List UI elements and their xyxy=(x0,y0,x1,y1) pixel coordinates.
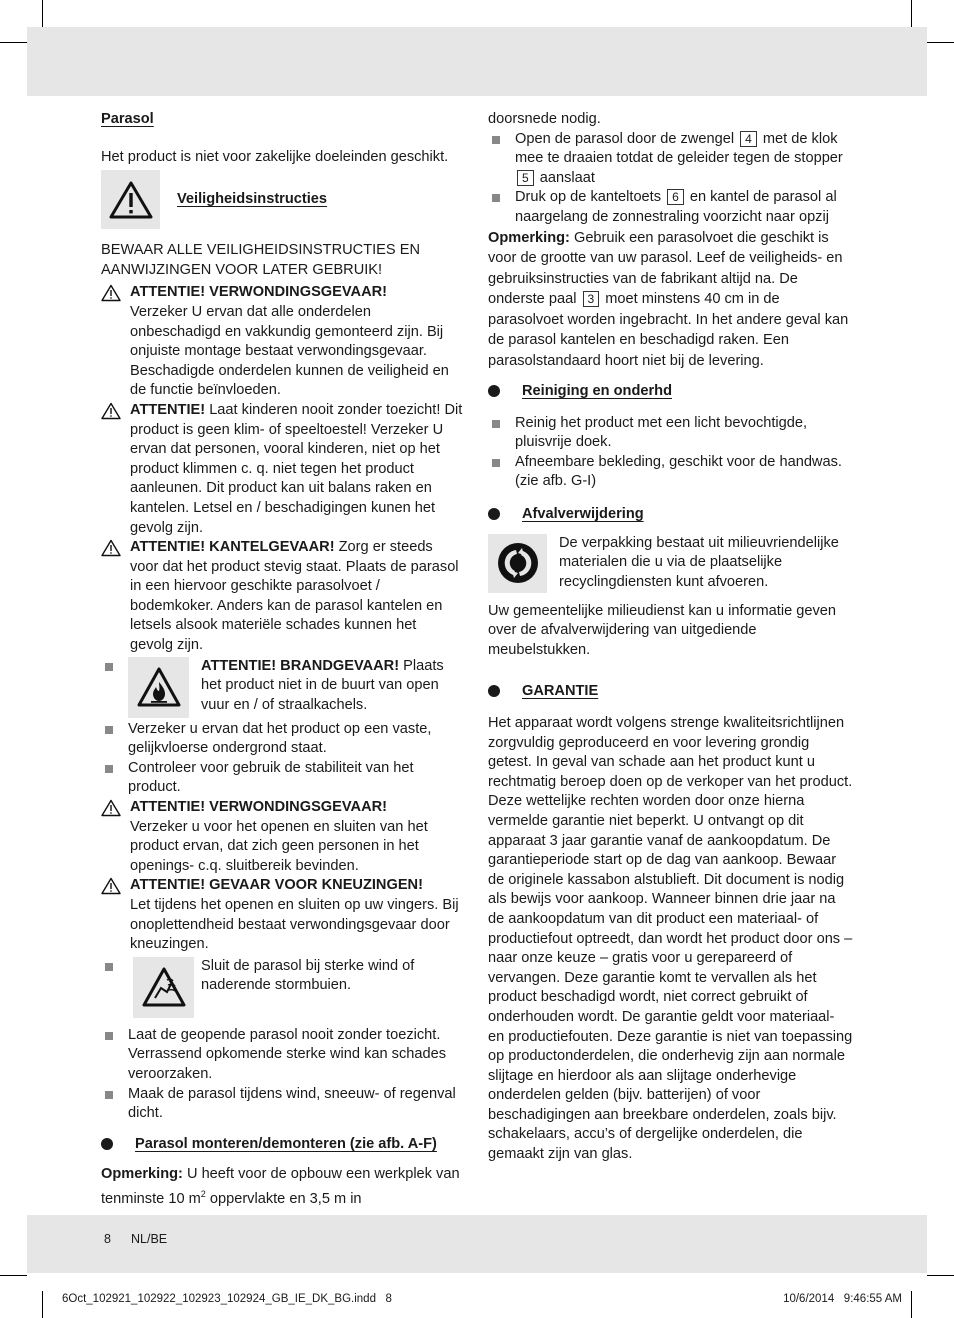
fire-warning xyxy=(101,657,463,720)
warning-head: ATTENTIE! BRANDGEVAAR! xyxy=(201,657,400,674)
warning-head: ATTENTIE! GEVAAR VOOR KNEUZINGEN! xyxy=(130,877,423,894)
list-item: Controleer voor gebruik de stabiliteit van het product. xyxy=(101,759,463,798)
section-warranty xyxy=(488,682,853,702)
keep-notice: BEWAAR ALLE VEILIGHEIDSINSTRUCTIES EN AANWIJZINGEN VOOR LATER GEBRUIK! xyxy=(101,242,420,278)
part-number: 3 xyxy=(583,291,600,307)
section-title-safety: Veiligheidsinstructies xyxy=(177,190,328,207)
bullet-dot-icon xyxy=(488,385,500,397)
section-title-warranty: GARANTIE xyxy=(522,683,599,700)
warning-text: Zorg er steeds voor dat het product stevig staat. Plaats de parasol in een hiervoor geschikte parasolvoet / bodemkoker. Anders kan de parasol kantelen en letsels alsook materiële schades kunnen het gevolg zijn. xyxy=(130,539,459,654)
warranty-text: Het apparaat wordt volgens strenge kwaliteitsrichtlijnen zorgvuldig geproduceerd en voor levering grondig getest. In geval van schade aan het product kunt u rechtmatig beroep doen op de verkoper van het product. Deze wettelijke rechten worden door onze hierna vermelde garantie niet beperkt. U ontvangt op dit apparaat 3 jaar garantie vanaf de aankoopdatum. De garantieperiode start op de dag van aankoop. Bewaar de originele kassabon alstublieft. Dit document is nodig als bewijs voor aankoop. Wanneer binnen drie jaar na de aankoopdatum van dit product een materiaal- of productiefout optreedt, dan wordt het product door ons – naar onze keuze – gratis voor u gerepareerd of vervangen. Deze garantie komt te vervallen als het product beschadigd wordt, niet correct gebruikt of onderhouden wordt. De garantie geldt voor materiaal- en productiefouten. Deze garantie is niet van toepassing op productonderdelen, die onderhevig zijn aan normale slijtage en hierdoor als aan slijtage onderhevige onderdelen gelden (bijv. batterijen) of voor beschadigingen aan breekbare onderdelen, zoals bijv. schakelaars, accu’s of dergelijke onderdelen, die gemaakt zijn van glas. xyxy=(488,715,853,1163)
warning-head: ATTENTIE! VERWONDINGSGEVAAR! xyxy=(130,284,388,301)
warning-head: ATTENTIE! xyxy=(130,401,206,418)
section-title-waste: Afvalverwijdering xyxy=(522,506,644,523)
warning-triangle-icon xyxy=(101,539,121,557)
list-item: Laat de geopende parasol nooit zonder toezicht. Verrassend opkomende sterke wind kan schades veroorzaken. xyxy=(101,1026,463,1085)
section-title-parasol: Parasol xyxy=(101,111,154,127)
wind-warning xyxy=(101,957,463,1023)
warning-tipping xyxy=(101,538,463,656)
warning-text: Verzeker U ervan dat alle onderdelen onbeschadigd en vakkundig gemonteerd zijn. Bij onjuiste montage bestaat verwondingsgevaar. Beschadigde onderdelen kunnen de veiligheid en de functie beïnvloeden. xyxy=(130,303,449,399)
section-waste xyxy=(488,505,853,525)
file-slug: 6Oct_102921_102922_102923_102924_GB_IE_DK_BG.indd 8 xyxy=(62,1293,392,1305)
warning-triangle-icon xyxy=(101,877,121,895)
warning-triangle-icon xyxy=(101,402,121,420)
continued-text: doorsnede nodig. xyxy=(488,111,601,127)
warning-head: ATTENTIE! VERWONDINGSGEVAAR! xyxy=(130,799,388,816)
page-number: 8 xyxy=(104,1232,111,1246)
language-code: NL/BE xyxy=(131,1232,168,1246)
section-title-mount: Parasol monteren/demonteren (zie afb. A-F) xyxy=(135,1135,437,1152)
warning-children xyxy=(101,401,463,538)
fire-hazard-icon xyxy=(128,657,189,718)
warning-text: Plaats het product niet in de buurt van open vuur en / of straalkachels. xyxy=(201,657,444,713)
warning-injury-1 xyxy=(101,283,463,401)
warning-bruising xyxy=(101,876,463,954)
section-title-cleaning: Reiniging en onderhd xyxy=(522,383,672,400)
bullet-dot-icon xyxy=(101,1138,113,1150)
part-number: 5 xyxy=(517,170,534,186)
intro-text: Het product is niet voor zakelijke doeleinden geschikt. xyxy=(101,148,449,165)
header-band xyxy=(27,27,927,96)
section-mount xyxy=(101,1135,463,1155)
list-item: Druk op de kanteltoets 6 en kantel de parasol al naargelang de zonnestraling voorzicht naar opzij xyxy=(488,188,853,227)
mount-note: Opmerking: U heeft voor de opbouw een werkplek van tenminste 10 $m^2$ oppervlakte en 3,5 m in xyxy=(101,1166,460,1207)
left-column xyxy=(101,110,463,1209)
warning-text: Let tijdens het openen en sluiten op uw vingers. Bij onoplettendheid bestaat verwondingsgevaar door kneuzingen. xyxy=(130,897,459,953)
right-column xyxy=(488,110,853,1165)
bullet-dot-icon xyxy=(488,685,500,697)
list-item: Open de parasol door de zwengel 4 met de klok mee te draaien totdat de geleider tegen de stopper 5 aanslaat xyxy=(488,130,853,189)
list-item: Maak de parasol tijdens wind, sneeuw- of regenval dicht. xyxy=(101,1085,463,1124)
waste-text: De verpakking bestaat uit milieuvriendelijke materialen die u via de plaatselijke recyclingdiensten kunt afvoeren. xyxy=(559,534,839,590)
wind-hazard-icon xyxy=(133,957,194,1018)
part-number: 6 xyxy=(667,189,684,205)
part-number: 4 xyxy=(740,131,757,147)
list-item: Afneembare bekleding, geschikt voor de handwas. (zie afb. G-I) xyxy=(488,453,853,492)
waste-info: Uw gemeentelijke milieudienst kan u informatie geven over de afvalverwijdering van uitgediende meubelstukken. xyxy=(488,602,836,658)
bullet-marker xyxy=(105,663,113,671)
safety-header xyxy=(101,170,463,229)
warning-triangle-icon xyxy=(101,799,121,817)
list-item: Reinig het product met een licht bevochtigde, pluisvrije doek. xyxy=(488,414,853,453)
warning-text: Verzeker u voor het openen en sluiten van het product ervan, dat zich geen personen in het openings- c.q. sluitbereik bevinden. xyxy=(130,818,428,874)
section-cleaning xyxy=(488,382,853,402)
timestamp: 10/6/2014 9:46:55 AM xyxy=(783,1293,902,1305)
warning-text: Laat kinderen nooit zonder toezicht! Dit product is geen klim- of speeltoestel! Verzeker U ervan dat personen, vooral kinderen, niet op het product klimmen c. q. niet tegen het product aanleunen. Dit product kan uit balans raken en kantelen. Letsel en / beschadigingen kunen het gevolg zijn. xyxy=(130,401,463,536)
green-dot-recycling-icon xyxy=(488,534,547,593)
warning-head: ATTENTIE! KANTELGEVAAR! xyxy=(130,539,335,556)
list-item: Verzeker u ervan dat het product op een vaste, gelijkvloerse ondergrond staat. xyxy=(101,720,463,759)
recycling-block xyxy=(488,534,853,596)
warning-triangle-icon xyxy=(101,170,160,229)
bullet-dot-icon xyxy=(488,508,500,520)
warning-triangle-icon xyxy=(101,284,121,302)
bullet-marker xyxy=(105,963,113,971)
base-note: Opmerking: Gebruik een parasolvoet die geschikt is voor de grootte van uw parasol. Leef de veiligheids- en gebruiksinstructies van de fabrikant altijd na. De onderste paal 3 moet minstens 40 cm in de parasolvoet worden ingebracht. In het andere geval kan de parasol kantelen en beschadigd raken. Een parasolstandaard hoort niet bij de levering. xyxy=(488,229,849,369)
warning-text: Sluit de parasol bij sterke wind of naderende stormbuien. xyxy=(201,957,415,994)
warning-injury-2 xyxy=(101,798,463,876)
